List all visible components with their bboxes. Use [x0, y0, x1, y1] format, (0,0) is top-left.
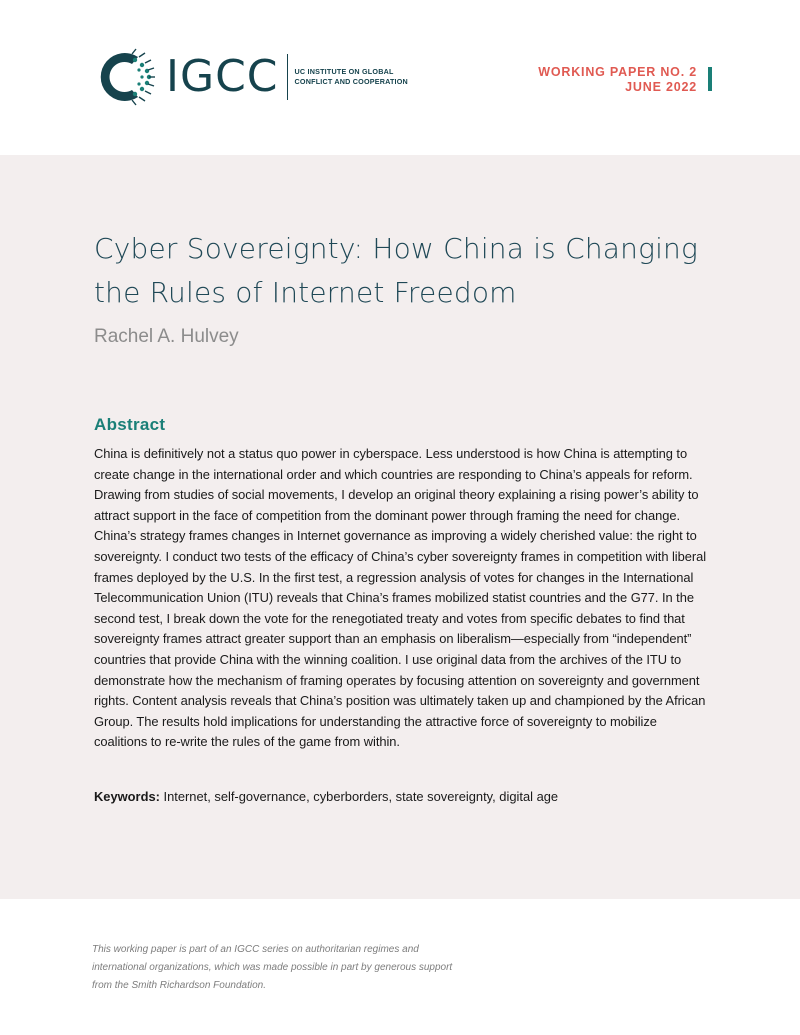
paper-title: Cyber Sovereignty: How China is Changing the Rules of Internet Freedom — [94, 232, 698, 309]
igcc-logo-icon — [92, 45, 156, 109]
logo-divider — [287, 54, 288, 100]
accent-bar — [708, 67, 712, 91]
abstract-text: China is definitively not a status quo power in cyberspace. Less understood is how China is attempting to create change in the international order and which countries are responding to China’s appeals for reform. Drawing from studies of social movements, I develop an original theory explaining a rising power’s ability to attract support in the face of competition from the dominant power through framing the need for change. China’s strategy frames changes in Internet governance as improving a widely cherished value: the right to sovereignty. I conduct two tests of the efficacy of China’s cyber sovereignty frames in competition with liberal frames deployed by the U.S. In the first test, a regression analysis of votes for changes in the International Telecommunication Union (ITU) reveals that China’s frames mobilized statist countries and the G77. In the second test, I break down the vote for the renegotiated treaty and votes from specific debates to find that sovereignty frames attract greater support than an emphasis on liberalism—especially from “independent” countries that provide China with the winning coalition. I use original data from the archives of the ITU to demonstrate how the mechanism of framing operates by focusing attention on sovereignty and government rights. Content analysis reveals that China’s position was ultimately taken up and championed by the African Group. The results hold implications for understanding the attractive force of sovereignty to mobilize coalitions to re-write the rules of the game from within. — [94, 446, 707, 750]
abstract-heading: Abstract — [94, 415, 166, 434]
keywords-list: Internet, self-governance, cyberborders, state sovereignty, digital age — [163, 789, 559, 804]
working-paper-info — [538, 65, 697, 95]
logo-subtitle-line1: UC INSTITUTE ON GLOBAL — [294, 67, 394, 76]
paper-number: WORKING PAPER NO. 2 — [538, 65, 697, 79]
logo-subtitle-line2: CONFLICT AND COOPERATION — [294, 77, 408, 86]
keywords — [94, 787, 558, 807]
keywords-label: Keywords: — [94, 789, 160, 804]
logo-subtitle — [295, 67, 408, 87]
logo-wordmark: IGCC — [166, 51, 279, 102]
igcc-logo[interactable] — [92, 45, 408, 109]
paper-date: JUNE 2022 — [625, 80, 697, 94]
funding-note: This working paper is part of an IGCC series on authoritarian regimes and international organizations, which was made possible in part by generous support from the Smith Richardson Foundation. — [92, 944, 453, 991]
author-name: Rachel A. Hulvey — [94, 326, 239, 347]
header — [0, 0, 800, 155]
